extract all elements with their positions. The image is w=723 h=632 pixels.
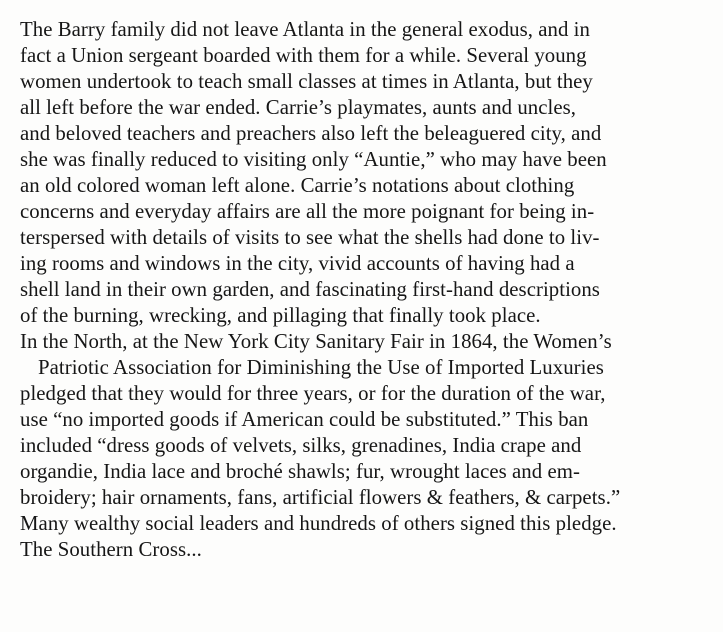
text-line: terspersed with details of visits to see what the shells had done to liv- bbox=[20, 226, 600, 249]
text-line: organdie, India lace and broché shawls; fur, wrought laces and em- bbox=[20, 460, 580, 483]
text-line: of the burning, wrecking, and pillaging that finally took place. bbox=[20, 304, 541, 327]
text-line: and beloved teachers and preachers also left the beleaguered city, and bbox=[20, 122, 602, 145]
text-line: included “dress goods of velvets, silks, grenadines, India crape and bbox=[20, 434, 582, 457]
text-line: broidery; hair ornaments, fans, artificial flowers & feathers, & carpets.” bbox=[20, 486, 621, 509]
text-line: In the North, at the New York City Sanitary Fair in 1864, the Women’s bbox=[20, 330, 612, 353]
text-line: The Southern Cross... bbox=[20, 538, 202, 561]
text-line: concerns and everyday affairs are all the more poignant for being in- bbox=[20, 200, 595, 223]
text-line: she was finally reduced to visiting only “Auntie,” who may have been bbox=[20, 148, 607, 171]
text-line: fact a Union sergeant boarded with them for a while. Several young bbox=[20, 44, 587, 67]
text-line: Patriotic Association for Diminishing the Use of Imported Luxuries bbox=[38, 356, 604, 379]
text-line: an old colored woman left alone. Carrie’s notations about clothing bbox=[20, 174, 575, 197]
text-line: Many wealthy social leaders and hundreds of others signed this pledge. bbox=[20, 512, 617, 535]
text-line: The Barry family did not leave Atlanta in the general exodus, and in bbox=[20, 18, 590, 41]
text-line: use “no imported goods if American could be substituted.” This ban bbox=[20, 408, 589, 431]
text-line: pledged that they would for three years, or for the duration of the war, bbox=[20, 382, 606, 405]
text-line: women undertook to teach small classes at times in Atlanta, but they bbox=[20, 70, 593, 93]
text-line: all left before the war ended. Carrie’s playmates, aunts and uncles, bbox=[20, 96, 577, 119]
text-line: shell land in their own garden, and fascinating first-hand descriptions bbox=[20, 278, 600, 301]
text-line: ing rooms and windows in the city, vivid accounts of having had a bbox=[20, 252, 575, 275]
